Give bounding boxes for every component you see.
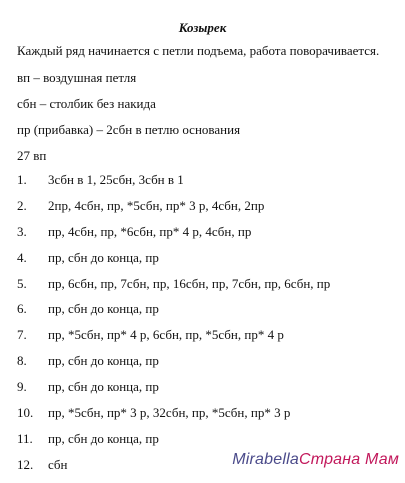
row-text: пр, сбн до конца, пр xyxy=(48,430,159,446)
row-number: 5. xyxy=(17,275,27,291)
list-item xyxy=(17,276,397,302)
list-item xyxy=(17,405,397,431)
row-text: пр, *5сбн, пр* 3 р, 32сбн, пр, *5сбн, пр* 3 р xyxy=(48,405,291,421)
row-number: 9. xyxy=(17,379,27,395)
row-number: 12. xyxy=(17,456,34,472)
list-item xyxy=(17,198,397,224)
list-item xyxy=(17,172,397,198)
list-item xyxy=(17,301,397,327)
row-text: 2пр, 4сбн, пр, *5сбн, пр* 3 р, 4сбн, 2пр xyxy=(48,197,265,213)
list-item xyxy=(17,250,397,276)
site-watermark xyxy=(232,451,399,469)
row-number: 3. xyxy=(17,223,27,239)
list-item xyxy=(17,379,397,405)
row-text: сбн xyxy=(48,456,68,472)
list-item xyxy=(17,224,397,250)
row-number: 11. xyxy=(17,430,33,446)
watermark-part-1: Mirabella xyxy=(232,451,299,468)
row-number: 1. xyxy=(17,172,27,187)
row-number: 8. xyxy=(17,353,27,369)
row-text: пр, 6сбн, пр, 7сбн, пр, 16сбн, пр, 7сбн, пр, 6сбн, пр xyxy=(48,275,331,291)
legend-item-vp: вп – воздушная петля xyxy=(17,70,137,85)
row-text: 3сбн в 1, 25сбн, 3сбн в 1 xyxy=(48,172,184,187)
row-list xyxy=(17,172,397,483)
row-text: пр, сбн до конца, пр xyxy=(48,249,159,265)
page-title: Козырек xyxy=(178,20,227,35)
row-number: 4. xyxy=(17,249,27,265)
intro-text: Каждый ряд начинается с петли подъема, работа поворачивается. xyxy=(17,43,380,58)
list-item xyxy=(17,353,397,379)
row-number: 7. xyxy=(17,327,27,343)
legend-item-pr: пр (прибавка) – 2сбн в петлю основания xyxy=(17,122,241,137)
list-item xyxy=(17,327,397,353)
legend-item-sbn: сбн – столбик без накида xyxy=(17,96,156,111)
row-number: 6. xyxy=(17,301,27,317)
row-number: 2. xyxy=(17,197,27,213)
row-text: пр, сбн до конца, пр xyxy=(48,301,159,317)
watermark-part-2: Страна Мам xyxy=(298,451,399,468)
cast-on-text: 27 вп xyxy=(17,148,47,163)
row-number: 10. xyxy=(17,405,34,421)
row-text: пр, сбн до конца, пр xyxy=(48,379,159,395)
row-text: пр, 4сбн, пр, *6сбн, пр* 4 р, 4сбн, пр xyxy=(48,223,252,239)
row-text: пр, сбн до конца, пр xyxy=(48,353,159,369)
row-text: пр, *5сбн, пр* 4 р, 6сбн, пр, *5сбн, пр* 4 р xyxy=(48,327,284,343)
